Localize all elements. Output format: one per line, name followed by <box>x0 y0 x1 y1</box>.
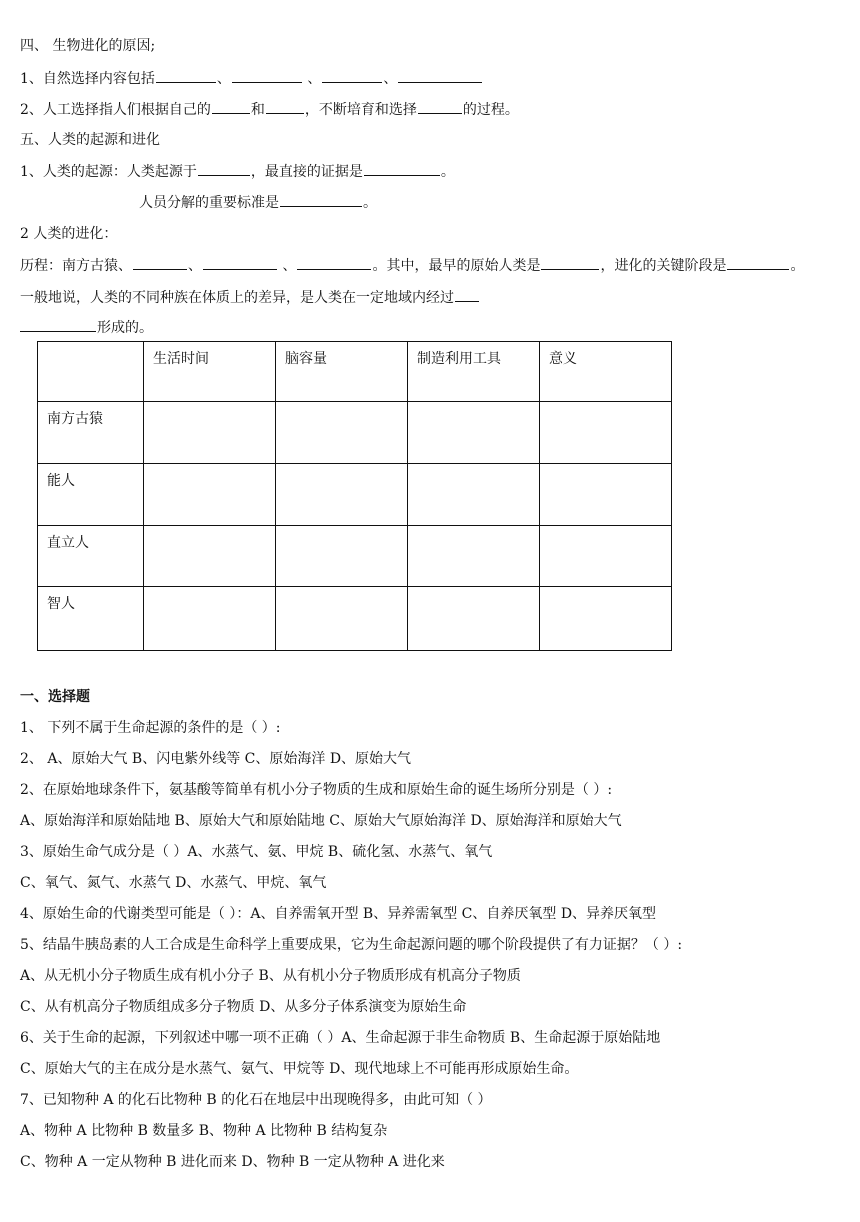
q2-mid: ，不断培育和选择 <box>304 102 417 118</box>
blank-field[interactable] <box>198 161 250 176</box>
table-cell[interactable] <box>144 402 276 464</box>
table-cell[interactable] <box>540 464 672 526</box>
blank-field[interactable] <box>364 161 440 176</box>
course-line <box>20 255 804 276</box>
table-cell[interactable] <box>144 526 276 587</box>
origin-line <box>20 161 455 182</box>
table-cell[interactable] <box>276 402 408 464</box>
q1-prefix: 1、自然选择内容包括 <box>20 71 155 87</box>
q2-prefix: 2、人工选择指人们根据自己的 <box>20 102 211 118</box>
header-cell: 脑容量 <box>276 342 408 402</box>
course-prefix: 历程：南方古猿、 <box>20 258 132 274</box>
quiz-line: 3、原始生命气成分是（ ）A、水蒸气、氨、甲烷 B、硫化氢、水蒸气、氧气 <box>20 844 493 860</box>
table-cell[interactable] <box>408 526 540 587</box>
table-cell[interactable] <box>276 526 408 587</box>
quiz-line: 2、在原始地球条件下，氨基酸等简单有机小分子物质的生成和原始生命的诞生场所分别是（ ）: <box>20 782 613 798</box>
separator: 、 <box>383 71 398 87</box>
split-end: 。 <box>363 195 377 211</box>
blank-field[interactable] <box>212 99 250 114</box>
table-row <box>38 464 672 526</box>
table-row <box>38 526 672 587</box>
quiz-line: C、原始大气的主在成分是水蒸气、氨气、甲烷等 D、现代地球上不可能再形成原始生命。 <box>20 1061 579 1077</box>
table-cell[interactable] <box>276 587 408 651</box>
blank-field[interactable] <box>266 99 304 114</box>
split-standard-line <box>139 192 377 213</box>
quiz-title: 一、选择题 <box>20 689 90 705</box>
q2-artificial-selection <box>20 99 519 120</box>
course-mid: 。其中，最早的原始人类是 <box>372 258 541 274</box>
race-line <box>20 287 480 308</box>
quiz-line: C、氧气、氮气、水蒸气 D、水蒸气、甲烷、氧气 <box>20 875 327 891</box>
quiz-line: 1、 下列不属于生命起源的条件的是（ ）: <box>20 720 281 736</box>
q2-end: 的过程。 <box>462 102 519 118</box>
row-label: 南方古猿 <box>38 402 144 464</box>
blank-field[interactable] <box>20 317 96 332</box>
table-cell[interactable] <box>276 464 408 526</box>
blank-field[interactable] <box>398 68 482 83</box>
race-text: 一般地说，人类的不同种族在体质上的差异，是人类在一定地域内经过 <box>20 290 454 306</box>
quiz-line: 2、 A、原始大气 B、闪电紫外线等 C、原始海洋 D、原始大气 <box>20 751 412 767</box>
quiz-line: A、物种 A 比物种 B 数量多 B、物种 A 比物种 B 结构复杂 <box>20 1123 388 1139</box>
table-cell[interactable] <box>144 464 276 526</box>
q2-and: 和 <box>250 102 265 118</box>
quiz-line: 6、关于生命的起源，下列叙述中哪一项不正确（ ）A、生命起源于非生命物质 B、生命起源于原始陆地 <box>20 1030 661 1046</box>
header-cell: 生活时间 <box>144 342 276 402</box>
table-cell[interactable] <box>408 464 540 526</box>
section-5-title: 五、人类的起源和进化 <box>20 132 160 148</box>
quiz-line: A、原始海洋和原始陆地 B、原始大气和原始陆地 C、原始大气原始海洋 D、原始海洋和原始大气 <box>20 813 622 829</box>
table-row <box>38 587 672 651</box>
quiz-line: A、从无机小分子物质生成有机小分子 B、从有机小分子物质形成有机高分子物质 <box>20 968 521 984</box>
section-4-title: 四、 生物进化的原因; <box>20 38 156 54</box>
course-mid2: ，进化的关键阶段是 <box>600 258 727 274</box>
race-line-2 <box>20 317 153 338</box>
table-cell[interactable] <box>144 587 276 651</box>
table-row <box>38 402 672 464</box>
header-cell: 制造利用工具 <box>408 342 540 402</box>
table-cell[interactable] <box>408 587 540 651</box>
table-cell[interactable] <box>408 402 540 464</box>
evolution-title: 2 人类的进化： <box>20 226 118 242</box>
table-header-row <box>38 342 672 402</box>
split-prefix: 人员分解的重要标准是 <box>139 195 279 211</box>
race-end: 形成的。 <box>97 320 153 336</box>
separator: 、 <box>188 258 202 274</box>
table-cell[interactable] <box>540 526 672 587</box>
blank-field[interactable] <box>455 287 479 302</box>
blank-field[interactable] <box>322 68 382 83</box>
evolution-table <box>37 341 672 651</box>
quiz-line: 5、结晶牛胰岛素的人工合成是生命科学上重要成果，它为生命起源问题的哪个阶段提供了有力证据？（ ）: <box>20 937 683 953</box>
table-cell[interactable] <box>540 587 672 651</box>
course-end: 。 <box>790 258 805 274</box>
blank-field[interactable] <box>156 68 216 83</box>
quiz-line: C、从有机高分子物质组成多分子物质 D、从多分子体系演变为原始生命 <box>20 999 467 1015</box>
blank-field[interactable] <box>133 255 187 270</box>
blank-field[interactable] <box>203 255 277 270</box>
origin-end: 。 <box>440 164 455 180</box>
quiz-line: C、物种 A 一定从物种 B 进化而来 D、物种 B 一定从物种 A 进化来 <box>20 1154 445 1170</box>
quiz-line: 7、已知物种 A 的化石比物种 B 的化石在地层中出现晚得多，由此可知（ ） <box>20 1092 492 1108</box>
header-cell: 意义 <box>540 342 672 402</box>
separator: 、 <box>282 258 297 274</box>
blank-field[interactable] <box>418 99 462 114</box>
table-cell[interactable] <box>540 402 672 464</box>
row-label: 智人 <box>38 587 144 651</box>
blank-field[interactable] <box>297 255 371 270</box>
origin-mid: ，最直接的证据是 <box>250 164 363 180</box>
blank-field[interactable] <box>280 192 362 207</box>
separator: 、 <box>216 71 231 87</box>
row-label: 直立人 <box>38 526 144 587</box>
blank-field[interactable] <box>232 68 302 83</box>
q1-natural-selection <box>20 68 483 89</box>
row-label: 能人 <box>38 464 144 526</box>
blank-field[interactable] <box>541 255 599 270</box>
blank-field[interactable] <box>727 255 789 270</box>
origin-prefix: 1、人类的起源：人类起源于 <box>20 164 197 180</box>
separator: 、 <box>307 71 322 87</box>
header-cell <box>38 342 144 402</box>
quiz-line: 4、原始生命的代谢类型可能是（ ）：A、自养需氧开型 B、异养需氧型 C、自养厌氧型 D、异养厌氧型 <box>20 906 657 922</box>
